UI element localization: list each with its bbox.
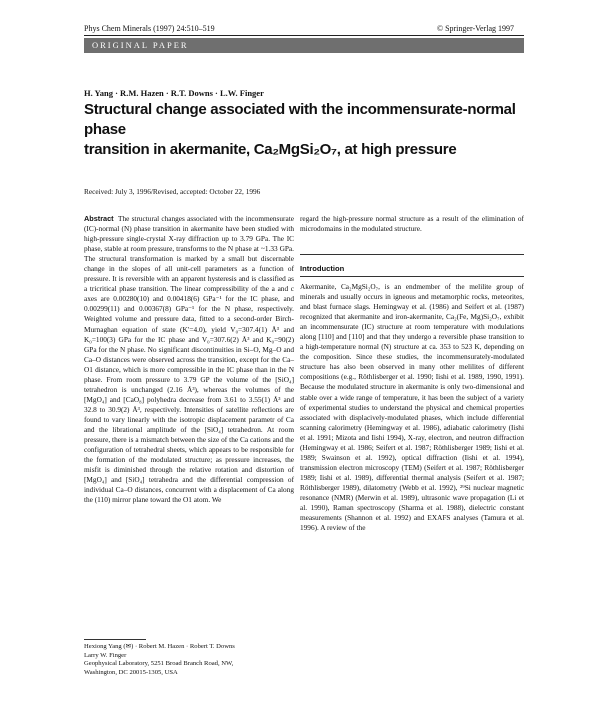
affiliation-line: Hexiong Yang (✉) · Robert M. Hazen · Robert T. Downs xyxy=(84,643,235,650)
paper-title xyxy=(84,100,524,160)
article-type-band xyxy=(84,38,524,53)
author-list: H. Yang · R.M. Hazen · R.T. Downs · L.W. Finger xyxy=(84,88,264,98)
journal-citation: Phys Chem Minerals (1997) 24:510–519 xyxy=(84,24,215,33)
copyright-notice: © Springer-Verlag 1997 xyxy=(436,24,514,33)
author-affiliation xyxy=(84,643,294,677)
title-line-1: Structural change associated with the incommensurate-normal phase xyxy=(84,101,516,138)
abstract-text: The structural changes associated with the incommensurate (IC)-normal (N) phase transition in akermanite have been studied with high-pressure single-crystal X-ray diffraction up to 3.79 GPa. The IC phase, stable at room pressure, transforms to the N phase at ~1.33 GPa. The structural transformation is marked by a small but discernable change in the slopes of all unit-cell parameters as a function of pressure. It is reversible with an apparent hysteresis and is classified as a tricritical phase transition. The linear compressibility of the a and c axes are 0.00280(10) and 0.00418(6) GPa⁻¹ for the IC phase, and 0.00299(11) and 0.00367(8) GPa⁻¹ for the N phase, respectively. Weighted volume and pressure data, fitted to a second-order Birch-Murnaghan equation of state (K′=4.0), yield V₀=307.4(1) Å³ and K₀=100(3) GPa for the IC phase and V₀=307.6(2) Å³ and K₀=90(2) GPa for the N phase. No significant discontinuities in Si–O, Mg–O and Ca–O distances were observed across the transition, except for the Ca–O1 distance, which is more compressible in the IC phase than in the N phase. From room pressure to 3.79 GP the volume of the [SiO₄] tetrahedron is unchanged (2.16 Å³), whereas the volumes of the [MgO₄] and [CaO₈] polyhedra decrease from 3.61 to 3.55(1) Å³ and 32.8 to 30.9(2) Å³, respectively. Intensities of satellite reflections are found to vary linearly with the isotropic displacement parametr of Ca and the librational amplitude of the [SiO₄] tetrahedron. At room pressure, there is a mismatch between the size of the Ca cations and the configuration of tetrahedral sheets, which appears to be responsible for the formation of the modulated structure; as pressure increases, the misfit is diminished through the relative rotation and distortion of [MgO₄] and [SiO₄] tetrahedra and the differential compression of individual Ca–O distances, concurrent with a displacement of Ca along the (110) mirror plane toward the O1 atom. We xyxy=(84,214,294,505)
affiliation-line: Larry W. Finger xyxy=(84,651,127,659)
received-dates: Received: July 3, 1996/Revised, accepted: October 22, 1996 xyxy=(84,187,261,196)
header-rule xyxy=(84,35,524,36)
abstract-continuation xyxy=(300,214,524,234)
affiliation-line: Washington, DC 20015-1305, USA xyxy=(84,668,178,676)
introduction-heading: Introduction xyxy=(300,264,345,273)
section-rule-top xyxy=(300,254,524,255)
introduction-column xyxy=(300,282,524,533)
abstract-end-text: regard the high-pressure normal structure as a result of the elimination of microdomains in the modulated structure. xyxy=(300,214,524,234)
abstract-label: Abstract xyxy=(84,214,114,223)
title-line-2: transition in akermanite, Ca₂MgSi₂O₇, at high pressure xyxy=(84,141,457,158)
abstract-paragraph xyxy=(84,214,294,505)
section-rule-bottom xyxy=(300,276,524,277)
abstract-column xyxy=(84,214,294,505)
affiliation-line: Geophysical Laboratory, 5251 Broad Branch Road, NW, xyxy=(84,660,234,668)
article-type-label: ORIGINAL PAPER xyxy=(92,40,189,50)
footnote-rule xyxy=(84,639,146,640)
introduction-text: Akermanite, Ca₂MgSi₂O₇, is an endmember of the melilite group of minerals and usually occurs in igneous and metamorphic rocks, meteorites, and blast furnace slags. Hemingway et al. (1986) and Seifert et al. (1987) recognized that akermanite and iron-akermanite, Ca₂(Fe, Mg)Si₂O₇, exhibit an incommensurate (IC) structure at room temperature with modulations along [110] and [110] and that they undergo a reversible phase transition to a high-temperature normal (N) structure at ca. 353 to 523 K, depending on the composition. Since these studies, the incommensurately-modulated structure has also been observed in many other melilites of different compositions (e.g., Röthlisberger et al. 1990; Iishi et al. 1989, 1990, 1991). Because the modulated structure in akermanite is only two-dimensional and stable over a wide range of temperature, it has been the subject of a variety of experimental studies to understand the physical and chemical properties associated with displacively-modulated phases, which include differential scanning calorimetry (Hemingway et al. 1986), adiabatic calorimetry (Iishi et al. 1991; Mizota and Iishi 1994), X-ray, electron, and neutron diffraction (Hemingway et al. 1986; Seifert et al. 1987; Röthlisberger 1989; Iishi et al. 1989; Swainson et al. 1992), optical diffraction (Iishi et al. 1994), transmission electron microscopy (TEM) (Seifert et al. 1987; Röthlisberger 1989; Iishi et al. 1989), differential thermal analysis (Seifert et al. 1987; Röthlisberger 1989), dilatometry (Webb et al. 1992), ²⁹Si nuclear magnetic resonance (NMR) (Merwin et al. 1989), ultrasonic wave propagation (Li et al. 1990), Raman spectroscopy (Sharma et al. 1988), dielectric constant measurements (Shannon et al. 1992) and EXAFS analyses (Tamura et al. 1996). A review of the xyxy=(300,282,524,533)
